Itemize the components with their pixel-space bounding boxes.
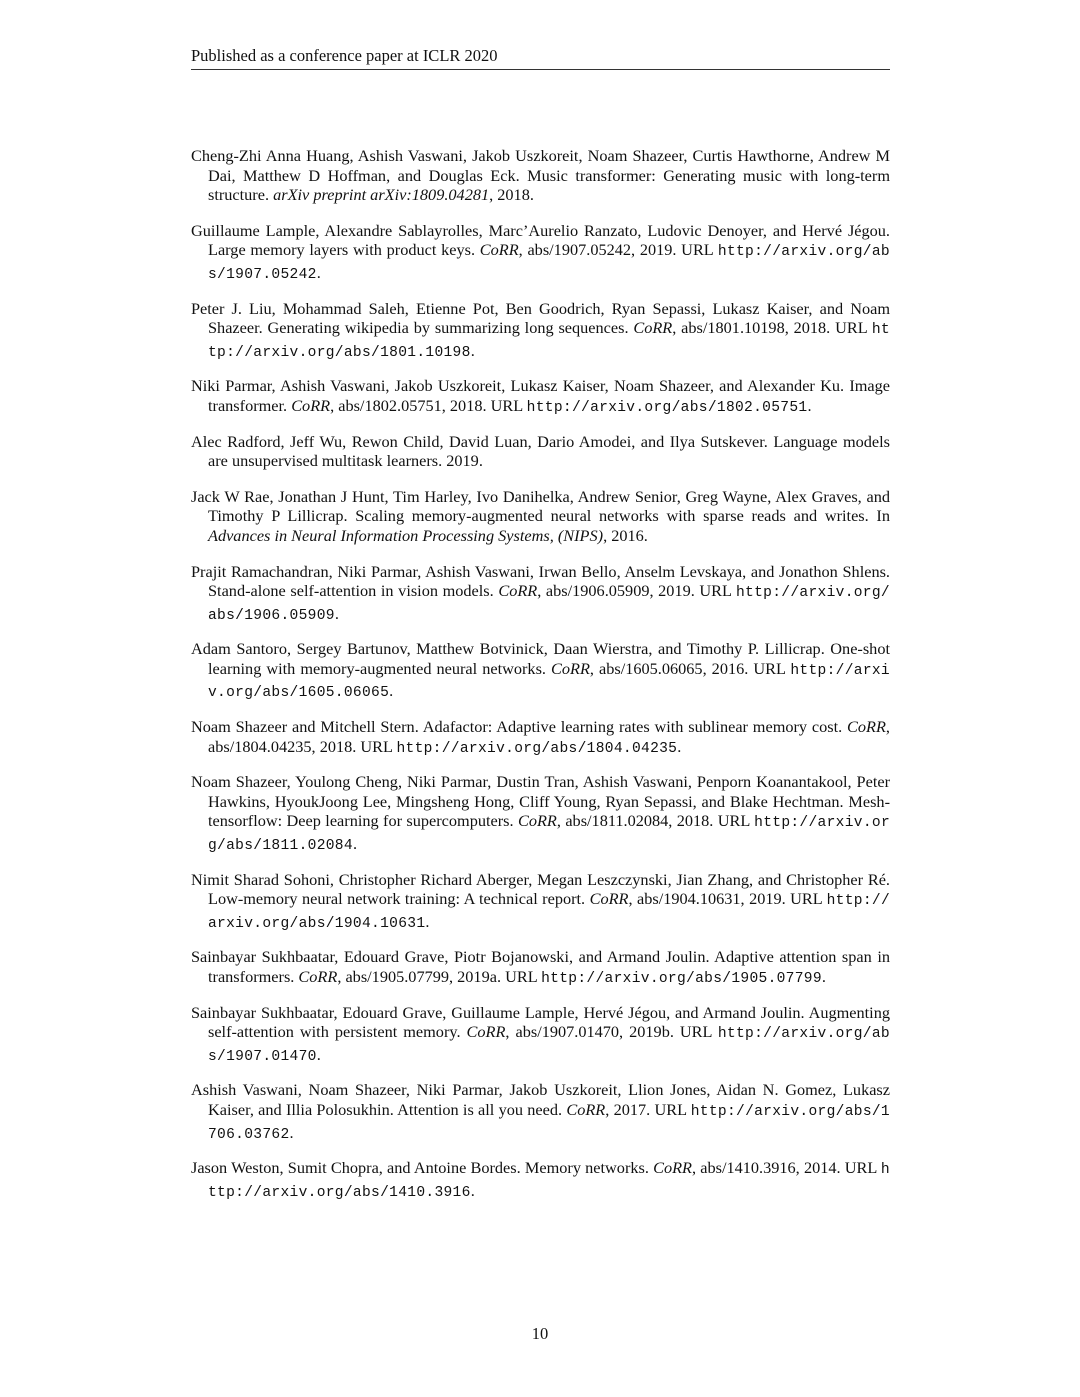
reference-entry xyxy=(191,870,890,935)
reference-suffix: . xyxy=(389,681,394,701)
reference-authors: Ashish Vaswani, Noam Shazeer, Niki Parmar, Jakob Uszkoreit, Llion Jones, Aidan N. Gomez, Lukasz Kaiser, and Illia Polosukhin. xyxy=(191,1080,890,1119)
reference-venue: CoRR xyxy=(633,318,673,338)
reference-url-link[interactable]: http://arxiv.org/abs/1905.07799 xyxy=(541,971,822,987)
reference-venue: CoRR xyxy=(589,889,629,909)
reference-venue: CoRR xyxy=(551,658,590,678)
reference-details: , abs/1804.04235, 2018. xyxy=(208,717,890,756)
reference-authors: Sainbayar Sukhbaatar, Edouard Grave, Guillaume Lample, Hervé Jégou, and Armand Joulin. xyxy=(191,1002,805,1022)
reference-title: Stand-alone self-attention in vision models. xyxy=(208,581,499,601)
reference-details: , 2017. xyxy=(605,1099,651,1119)
reference-details: , 2018. xyxy=(489,185,534,205)
reference-entry xyxy=(191,562,890,627)
reference-authors: Sainbayar Sukhbaatar, Edouard Grave, Piotr Bojanowski, and Armand Joulin. xyxy=(191,947,710,967)
reference-url-prefix: URL xyxy=(694,581,736,601)
reference-authors: Niki Parmar, Ashish Vaswani, Jakob Uszkoreit, Lukasz Kaiser, Noam Shazeer, and Alexander Ku. xyxy=(191,376,845,396)
reference-venue: CoRR xyxy=(847,717,886,737)
reference-details: , 2016. xyxy=(603,525,648,545)
reference-details: , abs/1907.05242, 2019. xyxy=(518,240,677,260)
reference-venue: arXiv preprint arXiv:1809.04281 xyxy=(273,185,490,205)
reference-suffix: . xyxy=(425,911,430,931)
reference-url-link[interactable]: http://arxiv.org/abs/1804.04235 xyxy=(396,740,678,757)
reference-suffix: . xyxy=(807,395,812,415)
reference-authors: Adam Santoro, Sergey Bartunov, Matthew Botvinick, Daan Wierstra, and Timothy P. Lillicrap. xyxy=(191,639,825,659)
reference-url-link[interactable]: http://arxiv.org/abs/1706.03762 xyxy=(208,1103,890,1143)
reference-authors: Peter J. Liu, Mohammad Saleh, Etienne Pot, Ben Goodrich, Ryan Sepassi, Lukasz Kaiser, and Noam Shazeer. xyxy=(191,298,890,338)
reference-suffix: . xyxy=(289,1122,294,1142)
reference-suffix: . xyxy=(470,340,475,360)
reference-suffix: . xyxy=(334,603,339,623)
running-header: Published as a conference paper at ICLR 2020 xyxy=(191,45,890,70)
reference-title: Language models are unsupervised multitask learners. 2019. xyxy=(208,431,890,471)
reference-details: , abs/1904.10631, 2019. xyxy=(628,889,786,909)
reference-url-link[interactable]: http://arxiv.org/abs/1907.01470 xyxy=(208,1026,890,1065)
reference-venue: CoRR xyxy=(466,1022,506,1042)
reference-entry xyxy=(191,487,890,549)
reference-entry xyxy=(191,1080,890,1145)
reference-entry xyxy=(191,432,890,474)
reference-url-prefix: URL xyxy=(830,318,872,338)
reference-title: Adaptive attention span in transformers. xyxy=(208,947,890,986)
reference-entry xyxy=(191,146,890,208)
reference-details: , abs/1907.01470, 2019b. xyxy=(505,1022,674,1042)
reference-url-link[interactable]: http://arxiv.org/abs/1906.05909 xyxy=(208,585,890,624)
reference-entry xyxy=(191,221,890,286)
reference-url-prefix: URL xyxy=(650,1099,691,1119)
reference-authors: Alec Radford, Jeff Wu, Rewon Child, David Luan, Dario Amodei, and Ilya Sutskever. xyxy=(191,431,768,451)
reference-url-prefix: URL xyxy=(486,395,527,415)
reference-entry xyxy=(191,639,890,704)
reference-venue: CoRR xyxy=(479,240,519,260)
reference-authors: Jack W Rae, Jonathan J Hunt, Tim Harley, Ivo Danihelka, Andrew Senior, Greg Wayne, Alex Graves, and Timothy P Lillicrap. xyxy=(191,486,890,526)
reference-details: , abs/1410.3916, 2014. xyxy=(692,1158,841,1178)
reference-url-link[interactable]: http://arxiv.org/abs/1811.02084 xyxy=(208,815,891,855)
reference-venue: CoRR xyxy=(291,395,331,415)
reference-authors: Noam Shazeer, Youlong Cheng, Niki Parmar, Dustin Tran, Ashish Vaswani, Penporn Koanantakool, Peter Hawkins, HyoukJoong Lee, Mingsheng Hong, Cliff Young, Ryan Sepassi, and Blake Hechtman. xyxy=(191,772,890,811)
reference-url-link[interactable]: http://arxiv.org/abs/1605.06065 xyxy=(208,662,890,702)
reference-title: Generating wikipedia by summarizing long sequences. xyxy=(262,318,634,338)
reference-venue: CoRR xyxy=(498,581,538,601)
reference-venue: CoRR xyxy=(298,967,338,986)
reference-details: , abs/1802.05751, 2018. xyxy=(330,395,487,415)
reference-venue: CoRR xyxy=(653,1158,692,1178)
reference-authors: Guillaume Lample, Alexandre Sablayrolles, Marc’Aurelio Ranzato, Ludovic Denoyer, and Hervé Jégou. xyxy=(191,220,890,240)
reference-suffix: . xyxy=(352,834,358,854)
reference-url-link[interactable]: http://arxiv.org/abs/1904.10631 xyxy=(208,893,890,932)
reference-url-prefix: URL xyxy=(673,1022,718,1042)
reference-entry xyxy=(191,772,890,856)
reference-title: Music transformer: Generating music with long-term structure. xyxy=(208,165,890,205)
reference-url-prefix: URL xyxy=(501,967,542,986)
reference-url-prefix: URL xyxy=(713,811,755,831)
reference-authors: Nimit Sharad Sohoni, Christopher Richard Aberger, Megan Leszczynski, Jian Zhang, and Christopher Ré. xyxy=(191,869,890,889)
reference-url-link[interactable]: http://arxiv.org/abs/1802.05751 xyxy=(526,399,808,416)
reference-title: Memory networks. xyxy=(520,1158,654,1178)
reference-url-link[interactable]: http://arxiv.org/abs/1410.3916 xyxy=(208,1162,890,1201)
reference-details: , abs/1801.10198, 2018. xyxy=(672,318,831,338)
reference-url-prefix: URL xyxy=(785,889,827,909)
reference-venue: Advances in Neural Information Processing Systems, (NIPS) xyxy=(208,525,604,545)
reference-suffix: . xyxy=(316,1044,321,1064)
references-list xyxy=(191,146,890,1216)
reference-details: , abs/1905.07799, 2019a. xyxy=(337,967,502,986)
reference-url-link[interactable]: http://arxiv.org/abs/1907.05242 xyxy=(208,244,890,283)
reference-url-prefix: URL xyxy=(356,736,397,756)
reference-authors: Noam Shazeer and Mitchell Stern. xyxy=(191,717,419,737)
reference-title: Mesh-tensorflow: Deep learning for supercomputers. xyxy=(208,791,890,831)
reference-suffix: . xyxy=(821,967,826,986)
reference-details: , abs/1811.02084, 2018. xyxy=(556,811,714,831)
reference-venue: CoRR xyxy=(517,811,557,831)
reference-entry xyxy=(191,947,890,989)
reference-title: Image transformer. xyxy=(208,376,891,415)
reference-title: Adafactor: Adaptive learning rates with sublinear memory cost. xyxy=(418,717,848,737)
reference-entry xyxy=(191,717,890,759)
reference-suffix: . xyxy=(470,1180,475,1200)
reference-venue: CoRR xyxy=(566,1099,606,1119)
reference-title: Augmenting self-attention with persistent memory. xyxy=(208,1002,890,1042)
reference-authors: Cheng-Zhi Anna Huang, Ashish Vaswani, Jakob Uszkoreit, Noam Shazeer, Curtis Hawthorne, Andrew M Dai, Matthew D Hoffman, and Douglas Eck. xyxy=(191,146,890,185)
reference-url-prefix: URL xyxy=(676,240,718,260)
reference-title: One-shot learning with memory-augmented neural networks. xyxy=(208,639,890,678)
reference-url-link[interactable]: http://arxiv.org/abs/1801.10198 xyxy=(208,322,890,361)
page-number: 10 xyxy=(531,1324,549,1343)
reference-details: , abs/1906.05909, 2019. xyxy=(537,581,695,601)
reference-title: Large memory layers with product keys. xyxy=(208,240,480,260)
reference-details: , abs/1605.06065, 2016. xyxy=(589,658,749,678)
reference-suffix: . xyxy=(677,736,682,756)
reference-title: Low-memory neural network training: A technical report. xyxy=(208,889,590,909)
reference-title: Attention is all you need. xyxy=(393,1099,567,1119)
reference-entry xyxy=(191,1158,890,1203)
reference-suffix: . xyxy=(316,262,321,282)
reference-entry xyxy=(191,299,890,364)
reference-authors: Jason Weston, Sumit Chopra, and Antoine Bordes. xyxy=(191,1158,521,1178)
reference-entry xyxy=(191,376,890,418)
reference-url-prefix: URL xyxy=(840,1158,881,1178)
reference-entry xyxy=(191,1003,890,1068)
reference-authors: Prajit Ramachandran, Niki Parmar, Ashish Vaswani, Irwan Bello, Anselm Levskaya, and Jonathon Shlens. xyxy=(191,561,890,581)
reference-url-prefix: URL xyxy=(748,658,791,678)
reference-title: Scaling memory-augmented neural networks with sparse reads and writes. In xyxy=(347,506,890,526)
